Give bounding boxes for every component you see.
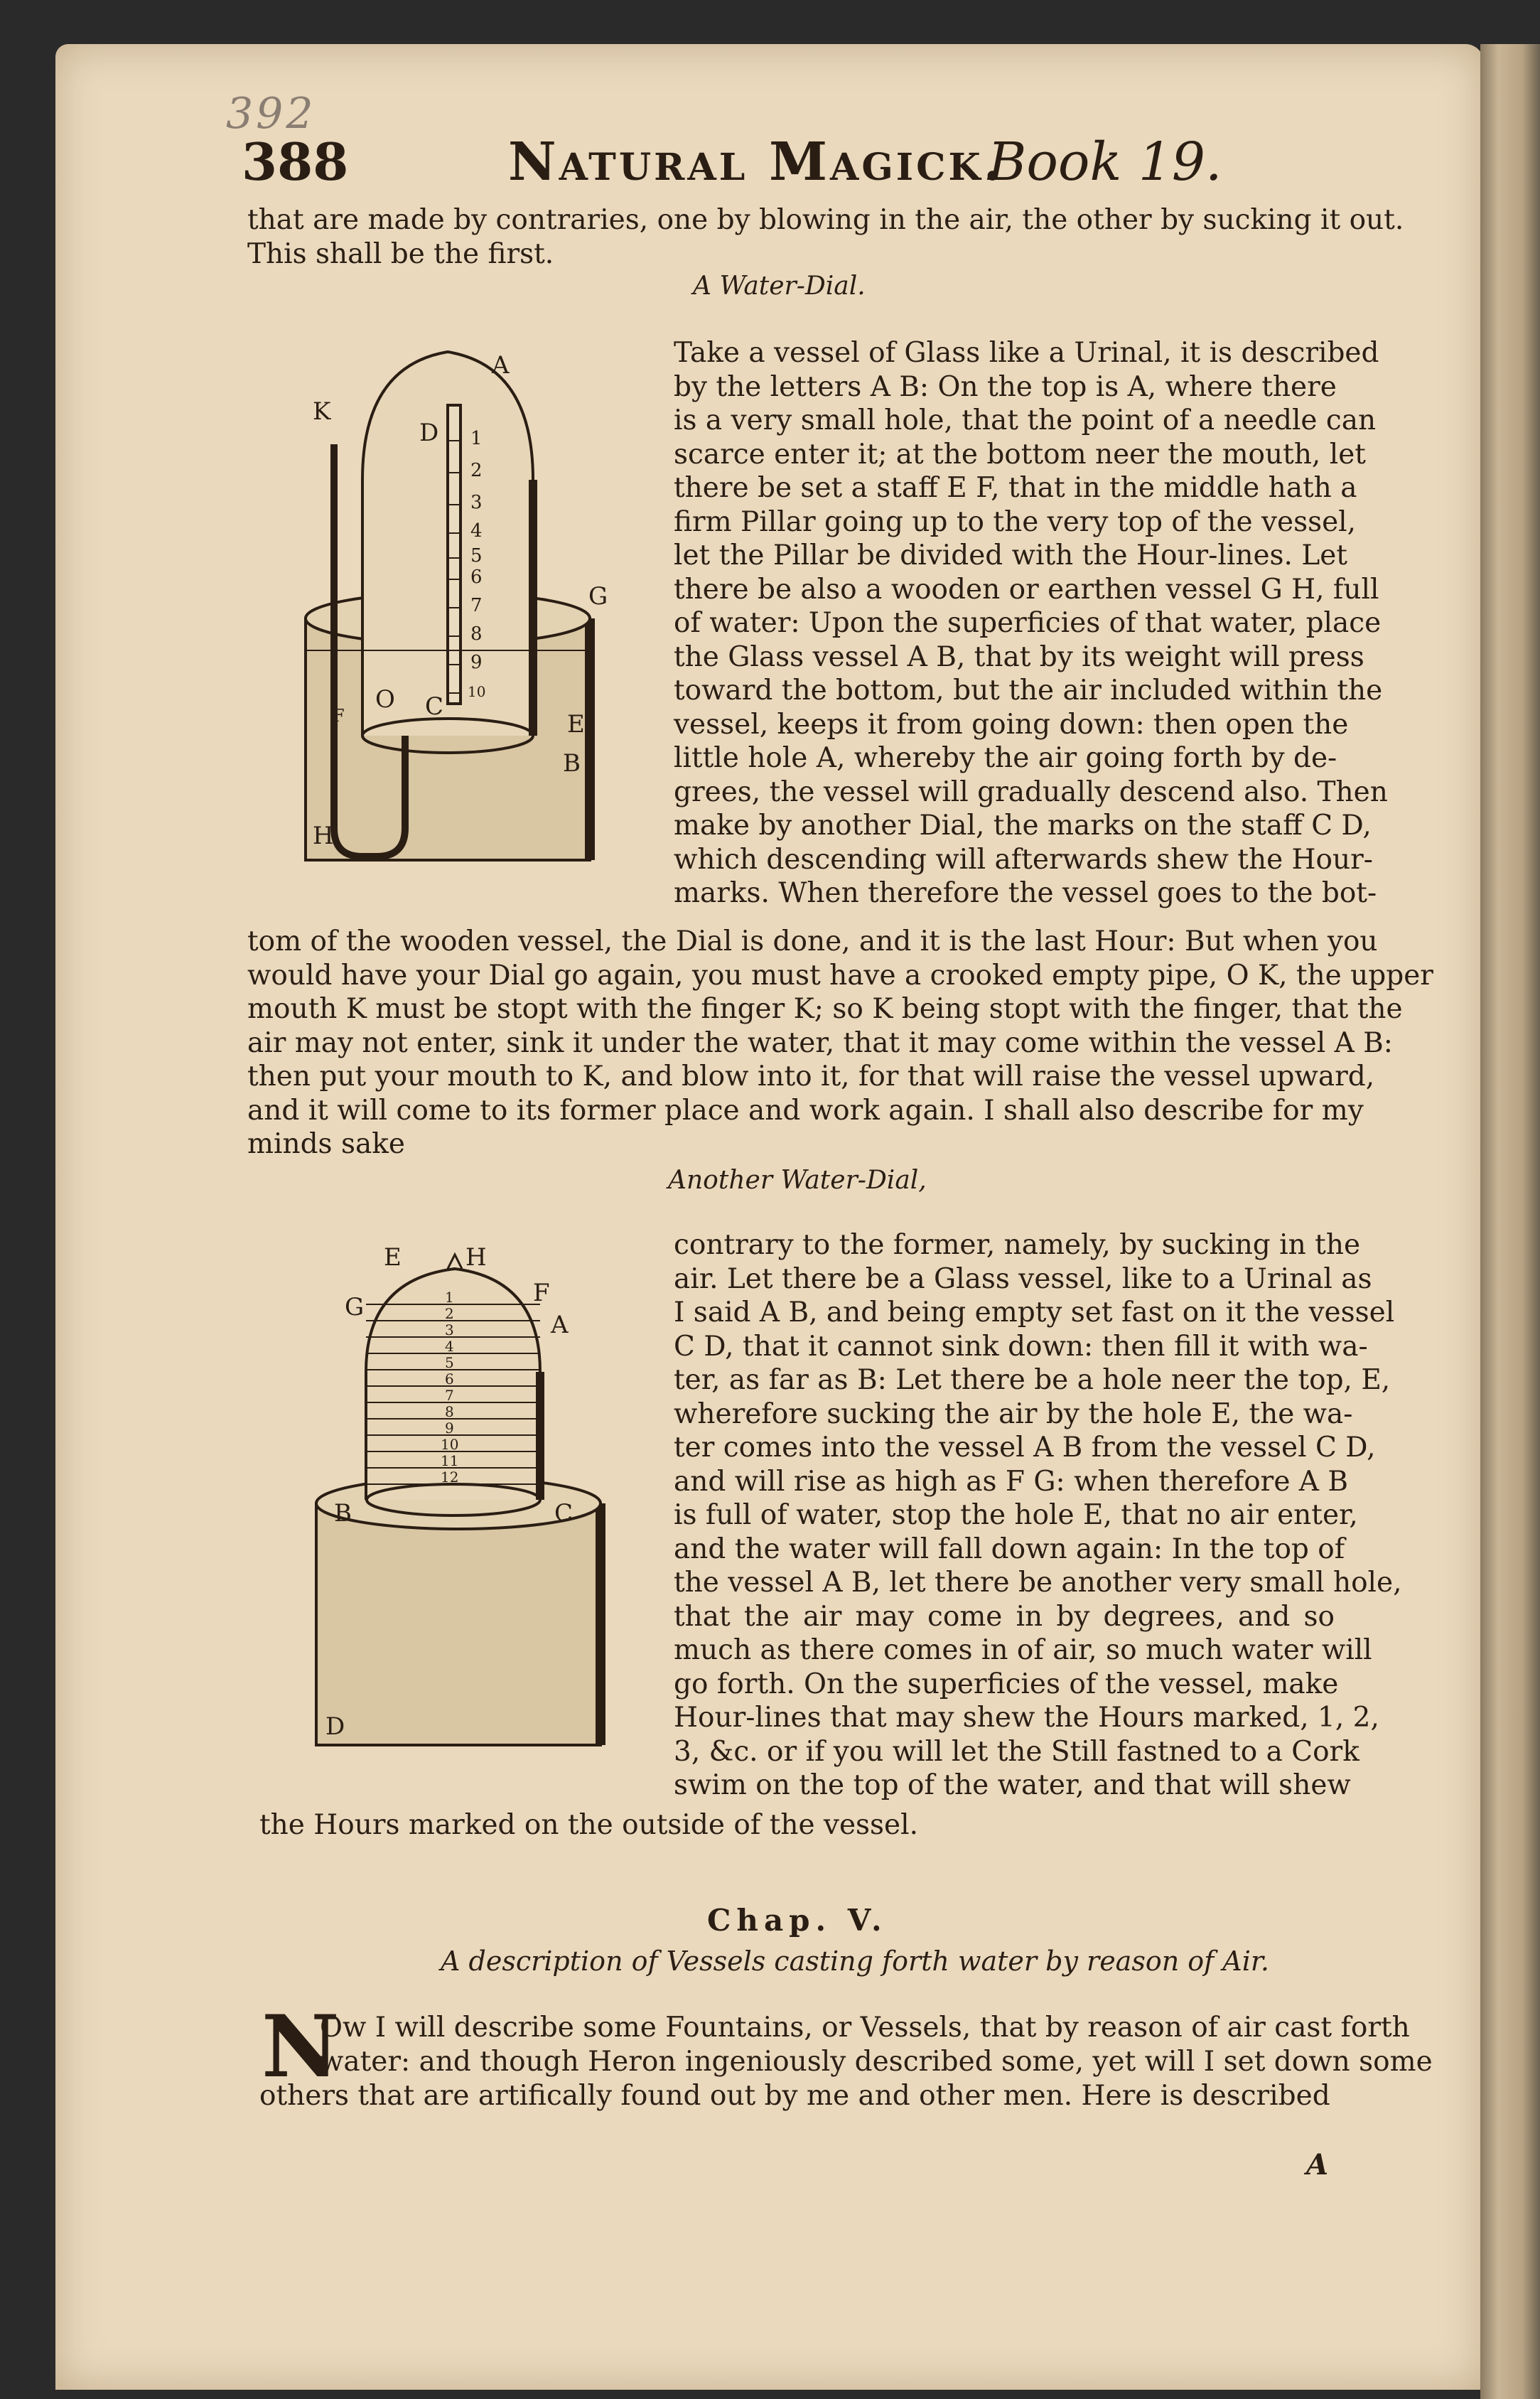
body-line: swim on the top of the water, and that will shew (674, 1769, 1351, 1801)
catchword: A (1306, 2148, 1329, 2181)
body-line: tom of the wooden vessel, the Dial is done, and it is the last Hour: But when you (247, 925, 1378, 957)
chapter-subtitle: A description of Vessels casting forth water by reason of Air. (441, 1946, 1269, 1977)
figure-label-d: D (419, 419, 439, 447)
figure-label-g: G (345, 1293, 365, 1321)
scale-mark: 8 (470, 623, 483, 645)
figure-label-c: C (425, 692, 444, 721)
body-line: is a very small hole, that the point of a needle can (674, 404, 1377, 436)
scale-mark: 1 (445, 1289, 454, 1306)
body-line: there be set a staff E F, that in the middle hath a (674, 472, 1357, 504)
body-line: let the Pillar be divided with the Hour-lines. Let (674, 540, 1347, 571)
scale-mark: 7 (470, 595, 483, 616)
body-line: Hour-lines that may shew the Hours marked, 1, 2, (674, 1702, 1379, 1734)
body-line: the Glass vessel A B, that by its weight will press (674, 640, 1364, 673)
scale-mark: 2 (470, 460, 483, 481)
body-line: go forth. On the superficies of the vessel, make (674, 1668, 1339, 1700)
body-line: contrary to the former, namely, by sucking in the (674, 1229, 1361, 1261)
page-number: 388 (242, 132, 349, 192)
scale-mark: 3 (470, 492, 483, 513)
handwritten-page-number: 392 (226, 89, 316, 139)
figure-label-e: E (567, 710, 585, 739)
figure-label-e: E (384, 1243, 402, 1272)
body-line: little hole A, whereby the air going forth by de- (674, 742, 1337, 774)
scale-mark: 6 (470, 567, 483, 588)
another-water-dial-figure (306, 1237, 611, 1756)
figure-label-a: A (551, 1311, 569, 1339)
body-line: scarce enter it; at the bottom neer the mouth, let (674, 438, 1366, 471)
figure-label-d: D (325, 1712, 345, 1741)
body-line: the vessel A B, let there be another very small hole, (674, 1567, 1402, 1599)
scale-mark: 5 (470, 545, 483, 567)
chapter-heading: Chap. V. (707, 1903, 888, 1938)
body-line: is full of water, stop the hole E, that no air enter, (674, 1499, 1358, 1531)
chapter-line: water: and though Heron ingeniously described some, yet will I set down some (320, 2046, 1433, 2078)
chapter-line: Ow I will describe some Fountains, or Vessels, that by reason of air cast forth (320, 2012, 1410, 2044)
adjacent-page-edge (1480, 44, 1540, 2399)
figure-label-o: O (375, 685, 395, 714)
body-line: ter, as far as B: Let there be a hole neer the top, E, (674, 1364, 1391, 1396)
figure-label-k: K (313, 397, 331, 426)
scale-mark: 10 (468, 683, 486, 700)
scale-mark: 8 (445, 1403, 454, 1420)
scale-mark: 6 (445, 1370, 454, 1388)
figure-label-h: H (313, 822, 334, 850)
body-line: minds sake (247, 1128, 405, 1160)
scale-mark: 9 (445, 1419, 454, 1437)
body-line: air. Let there be a Glass vessel, like to a Urinal as (674, 1262, 1372, 1295)
running-head: Natural Magick. (508, 132, 1005, 193)
book-label: Book 19. (988, 132, 1222, 193)
body-line: vessel, keeps it from going down: then open the (674, 708, 1349, 741)
figure-label-b: B (563, 749, 581, 778)
body-line: 3, &c. or if you will let the Still fastned to a Cork (674, 1735, 1359, 1768)
body-line: C D, that it cannot sink down: then fill it with wa- (674, 1330, 1368, 1363)
body-line: and it will come to its former place and work again. I shall also describe for my (247, 1094, 1364, 1127)
body-line: toward the bottom, but the air included within the (674, 675, 1383, 707)
body-line: mouth K must be stopt with the finger K; so K being stopt with the finger, that the (247, 993, 1403, 1025)
scale-mark: 10 (441, 1436, 459, 1453)
body-line: grees, the vessel will gradually descend also. Then (674, 775, 1388, 808)
body-line: that the air may come in by degrees, and so (674, 1600, 1335, 1633)
scale-mark: 12 (441, 1469, 459, 1486)
figure-label-a: A (492, 351, 510, 380)
scale-mark: 11 (441, 1452, 459, 1469)
scale-mark: 4 (470, 520, 483, 542)
body-line: marks. When therefore the vessel goes to the bot- (674, 877, 1377, 909)
section-title: A Water-Dial. (693, 272, 866, 301)
scale-mark: 9 (470, 652, 483, 673)
body-line: much as there comes in of air, so much water will (674, 1634, 1372, 1666)
body-line: by the letters A B: On the top is A, where there (674, 370, 1337, 403)
body-line: I said A B, and being empty set fast on it the vessel (674, 1297, 1395, 1329)
scale-mark: 1 (470, 428, 483, 449)
scale-mark: 2 (445, 1305, 454, 1322)
figure-label-b: B (334, 1499, 352, 1528)
body-line: wherefore sucking the air by the hole E, the wa- (674, 1397, 1353, 1430)
water-dial-figure (284, 338, 625, 878)
scale-mark: 5 (445, 1354, 454, 1371)
intro-line: that are made by contraries, one by blowing in the air, the other by sucking it out. (247, 204, 1404, 236)
figure-label-h: H (465, 1243, 487, 1272)
body-line: of water: Upon the superficies of that water, place (674, 607, 1382, 639)
section-title: Another Water-Dial, (668, 1166, 927, 1195)
body-line: Take a vessel of Glass like a Urinal, it is described (674, 337, 1379, 369)
body-line: there be also a wooden or earthen vessel G H, full (674, 573, 1379, 606)
figure-label-g: G (588, 582, 608, 611)
figure-label-c: C (554, 1499, 574, 1528)
body-line: ter comes into the vessel A B from the vessel C D, (674, 1432, 1376, 1464)
scale-mark: 7 (445, 1387, 454, 1404)
body-line: and will rise as high as F G: when therefore A B (674, 1465, 1349, 1498)
body-line: firm Pillar going up to the very top of the vessel, (674, 505, 1357, 538)
body-line: air may not enter, sink it under the water, that it may come within the vessel A B: (247, 1026, 1393, 1059)
body-line: would have your Dial go again, you must have a crooked empty pipe, O K, the upper (247, 959, 1433, 992)
figure-label-f: F (533, 1279, 550, 1307)
figure-label-f: F (333, 706, 345, 726)
scale-mark: 3 (445, 1321, 454, 1338)
intro-line: This shall be the first. (247, 238, 554, 270)
chapter-line: others that are artifically found out by me and other men. Here is described (259, 2080, 1330, 2112)
body-line: which descending will afterwards shew the Hour- (674, 843, 1373, 876)
body-line: make by another Dial, the marks on the staff C D, (674, 810, 1372, 842)
body-line: the Hours marked on the outside of the vessel. (259, 1809, 919, 1841)
body-line: and the water will fall down again: In the top of (674, 1533, 1345, 1565)
body-line: then put your mouth to K, and blow into it, for that will raise the vessel upward, (247, 1061, 1375, 1093)
scale-mark: 4 (445, 1338, 454, 1355)
drop-cap: N (262, 1997, 340, 2097)
